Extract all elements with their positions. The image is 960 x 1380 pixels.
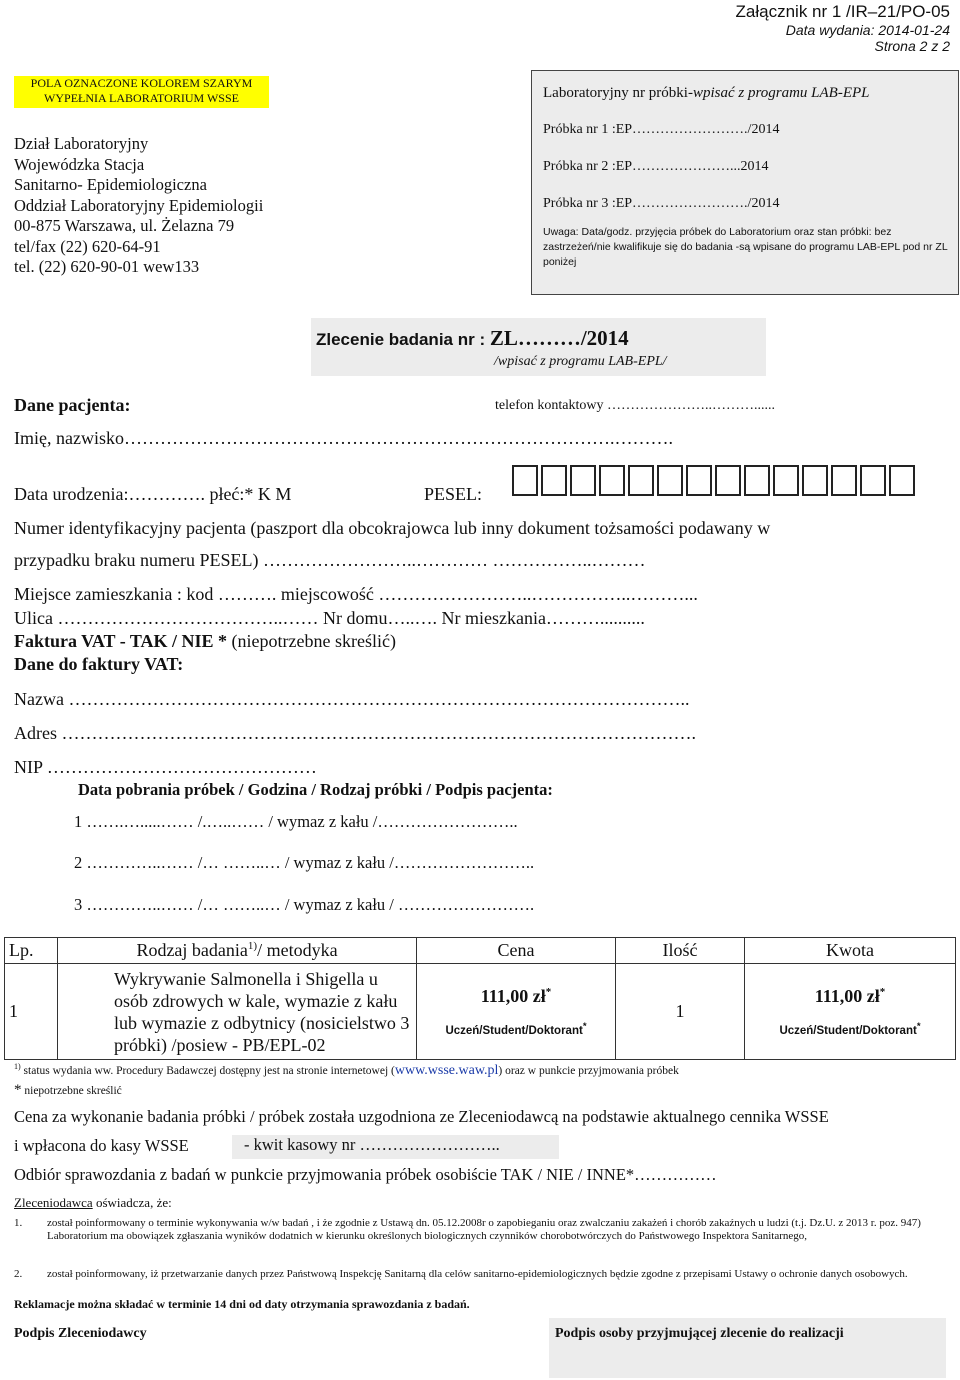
lab-sample-title: Laboratoryjny nr próbki-wpisać z programu LAB-EPL xyxy=(543,85,870,101)
col-price: Cena xyxy=(417,938,616,964)
row-amount[interactable]: 111,00 zł* Uczeń/Student/Doktorant* xyxy=(745,964,956,1060)
payment-line-2: i wpłacona do kasy WSSE xyxy=(14,1136,189,1155)
footnote-2: * niepotrzebne skreślić xyxy=(14,1082,122,1098)
invoice-address-field[interactable]: Adres ……………………………………………………………………………………………. xyxy=(14,723,696,743)
client-signature-label: Podpis Zleceniodawcy xyxy=(14,1326,147,1341)
dob-gender-field[interactable]: Data urodzenia:…………. płeć:* K M xyxy=(14,484,292,504)
table-header-row xyxy=(5,938,956,964)
pesel-digit-box[interactable] xyxy=(628,465,654,496)
lab-note: Uwaga: Data/godz. przyjęcia próbek do Laboratorium oraz stan próbki: bez zastrzeżeń/nie kwalifikuje się do badania -są wpisane do programu LAB-EPL pod nr ZL poniżej xyxy=(543,226,948,268)
issue-date: Data wydania: 2014-01-24 xyxy=(785,22,950,38)
wsse-website-link[interactable]: www.wsse.waw.pl xyxy=(394,1062,499,1078)
receiver-signature-box[interactable] xyxy=(549,1318,946,1378)
invoice-data-heading: Dane do faktury VAT: xyxy=(14,654,184,674)
pesel-digit-box[interactable] xyxy=(860,465,886,496)
notice-line-1: POLA OZNACZONE KOLOREM SZARYM xyxy=(30,76,253,90)
order-number-field[interactable]: Zlecenie badania nr : ZL………/2014 xyxy=(316,326,629,350)
pesel-digit-box[interactable] xyxy=(802,465,828,496)
pesel-input[interactable] xyxy=(512,465,918,501)
address-line: 00-875 Warszawa, ul. Żelazna 79 xyxy=(14,216,235,235)
collection-row-3[interactable]: 3 …………..…… /… ……..… / wymaz z kału / ……………………. xyxy=(74,895,535,914)
col-amount: Kwota xyxy=(745,938,956,964)
pesel-digit-box[interactable] xyxy=(715,465,741,496)
address-line: tel/fax (22) 620-64-91 xyxy=(14,236,161,256)
notice-line-2: WYPEŁNIA LABORATORIUM WSSE xyxy=(44,91,239,105)
declaration-num-1: 1. xyxy=(14,1217,23,1229)
patient-heading: Dane pacjenta: xyxy=(14,395,131,415)
address-line: Wojewódzka Stacja xyxy=(14,154,145,174)
lab-sample-box xyxy=(531,70,959,295)
alt-id-field[interactable]: przypadku braku numeru PESEL) ……………………..………… ……………..……… xyxy=(14,550,646,570)
collection-row-2[interactable]: 2 …………..…… /… ……..… / wymaz z kału /…………………….. xyxy=(74,853,535,872)
declaration-item-2: został poinformowany, iż przetwarzanie danych przez Państwową Inspekcję Sanitarną dla celów sanitarno-epidemiologicznych będzie zgodne z przepisami Ustawy o ochronie danych osobowych. xyxy=(47,1268,908,1280)
sample-1-field[interactable]: Próbka nr 1 :EP……………………./2014 xyxy=(543,122,780,137)
collection-header: Data pobrania próbek / Godzina / Rodzaj próbki / Podpis pacjenta: xyxy=(78,780,553,799)
address-line: Oddział Laboratoryjny Epidemiologii xyxy=(14,195,264,215)
pesel-digit-box[interactable] xyxy=(657,465,683,496)
report-pickup-field[interactable]: Odbiór sprawozdania z badań w punkcie przyjmowania próbek osobiście TAK / NIE / INNE*…………… xyxy=(14,1165,717,1184)
invoice-nip-field[interactable]: NIP ……………………………………… xyxy=(14,757,317,777)
order-box xyxy=(311,318,766,376)
col-lp: Lp. xyxy=(5,938,58,964)
sample-3-field[interactable]: Próbka nr 3 :EP……………………./2014 xyxy=(543,196,780,211)
row-quantity[interactable]: 1 xyxy=(616,964,745,1060)
pesel-digit-box[interactable] xyxy=(512,465,538,496)
order-note: /wpisać z programu LAB-EPL/ xyxy=(494,354,667,369)
street-field[interactable]: Ulica ………………………………..…… Nr domu…..…. Nr mieszkania……….......... xyxy=(14,608,645,628)
receiver-signature-label: Podpis osoby przyjmującej zlecenie do realizacji xyxy=(555,1326,844,1341)
pesel-label: PESEL: xyxy=(424,484,483,504)
pesel-digit-box[interactable] xyxy=(686,465,712,496)
invoice-name-field[interactable]: Nazwa ………………………………………………………………………………………….. xyxy=(14,689,690,709)
lab-fill-notice xyxy=(14,76,269,108)
address-line: Sanitarno- Epidemiologiczna xyxy=(14,175,207,194)
receipt-number-field[interactable]: - kwit kasowy nr …………………….. xyxy=(232,1135,559,1159)
payment-line-1: Cena za wykonanie badania próbki / próbek została uzgodniona ze Zleceniodawcą na podstawie aktualnego cennika WSSE xyxy=(14,1107,829,1126)
sample-2-field[interactable]: Próbka nr 2 :EP…………………...2014 xyxy=(543,159,769,174)
pesel-digit-box[interactable] xyxy=(889,465,915,496)
row-lp: 1 xyxy=(5,964,58,1060)
phone-field[interactable]: telefon kontaktowy …………………..………...... xyxy=(495,398,775,413)
tests-table xyxy=(4,937,956,1060)
invoice-choice[interactable]: Faktura VAT - TAK / NIE * (niepotrzebne skreślić) xyxy=(14,631,396,651)
declaration-item-1: został poinformowany o terminie wykonywania w/w badań , i że zgodnie z Ustawą dn. 05.12.2008r o zapobieganiu oraz zwalczaniu zakażeń i chorób zakaźnych u ludzi (t.j. Dz.U. z 2013 r. poz. 947) Laboratorium ma obowiązek zgłaszania wyników dodatnich w kierunku określonych biologicznych czynników chorobotwórczych do Państwowego Inspektora Sanitarnego, xyxy=(47,1217,921,1242)
col-test-type: Rodzaj badania$^{1)}$/ metodyka xyxy=(58,938,417,964)
row-description: Wykrywanie Salmonella i Shigella u osób zdrowych w kale, wymazie z kału lub wymazie z odbytnicy (nosicielstwo 3 próbki) /posiew - PB/EPL-02 xyxy=(58,964,417,1060)
attachment-number: Załącznik nr 1 /IR–21/PO-05 xyxy=(735,2,950,21)
declaration-heading: Zleceniodawca oświadcza, że: xyxy=(14,1195,172,1210)
complaints-note: Reklamacje można składać w terminie 14 dni od daty otrzymania sprawozdania z badań. xyxy=(14,1297,470,1311)
pesel-digit-box[interactable] xyxy=(831,465,857,496)
pesel-digit-box[interactable] xyxy=(744,465,770,496)
row-price[interactable]: 111,00 zł* Uczeń/Student/Doktorant* xyxy=(417,964,616,1060)
name-field[interactable]: Imię, nazwisko……………………………………………………………………….………. xyxy=(14,428,673,448)
col-quantity: Ilość xyxy=(616,938,745,964)
id-label-line-1: Numer identyfikacyjny pacjenta (paszport dla obcokrajowca lub inny dokument tożsamości podawany w xyxy=(14,518,771,538)
residence-field[interactable]: Miejsce zamieszkania : kod ………. miejscowość ……………………..……………..………... xyxy=(14,584,698,604)
page-number: Strona 2 z 2 xyxy=(874,38,950,54)
lab-address xyxy=(14,134,263,278)
address-line: tel. (22) 620-90-01 wew133 xyxy=(14,257,200,276)
pesel-digit-box[interactable] xyxy=(773,465,799,496)
table-row xyxy=(5,964,956,1060)
declaration-num-2: 2. xyxy=(14,1268,23,1280)
pesel-digit-box[interactable] xyxy=(599,465,625,496)
collection-row-1[interactable]: 1 …….….....…… /.…..…… / wymaz z kału /…………………….. xyxy=(74,812,518,831)
pesel-digit-box[interactable] xyxy=(570,465,596,496)
address-line: Dział Laboratoryjny xyxy=(14,134,149,153)
pesel-digit-box[interactable] xyxy=(541,465,567,496)
footnote-1: $^{1)}$ status wydania ww. Procedury Badawczej dostępny jest na stronie internetowej (www.wsse.waw.pl) oraz w punkcie przyjmowania próbek xyxy=(14,1062,679,1078)
